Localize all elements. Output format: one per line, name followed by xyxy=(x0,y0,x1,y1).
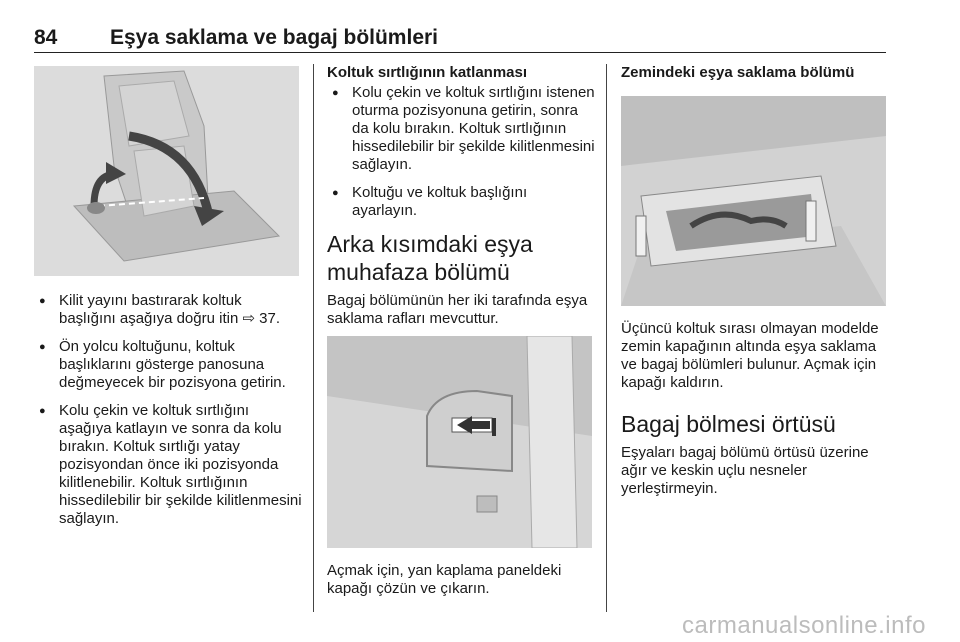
section-title: Bagaj bölmesi örtüsü xyxy=(621,411,836,437)
column-divider xyxy=(606,64,607,612)
sidebar-title: Zemindeki eşya saklama bölümü xyxy=(621,64,855,81)
subheading: Koltuk sırtlığının katlanması xyxy=(327,64,528,81)
page-number: 84 xyxy=(34,26,58,49)
figure-caption-block xyxy=(327,562,595,598)
column-3-text xyxy=(621,320,889,498)
instruction-list xyxy=(34,292,302,528)
column-divider xyxy=(313,64,314,612)
list-item: ● Kilit yayını bastırarak koltuk başlığını aşağıya doğru itin ⇨ 37. xyxy=(34,292,302,328)
section-paragraph: Üçüncü koltuk sırası olmayan modelde zemin kapağının altında eşya saklama ve bagaj bölümleri bulunur. Açmak için kapağı kaldırın. xyxy=(621,320,879,391)
list-item: ● Koltuğu ve koltuk başlığını ayarlayın. xyxy=(327,184,595,220)
side-storage-illustration xyxy=(327,336,592,548)
instruction-list xyxy=(327,84,595,220)
section-intro: Bagaj bölümünün her iki tarafında eşya saklama rafları mevcuttur. xyxy=(327,292,588,327)
seat-folding-illustration xyxy=(34,66,299,276)
section-title: Arka kısımdaki eşya muhafaza bölümü xyxy=(327,231,533,285)
list-item: ● Ön yolcu koltuğunu, koltuk başlıklarını gösterge panosuna değmeyecek bir pozisyona getirin. xyxy=(34,338,302,392)
column-2-text xyxy=(327,64,595,328)
section-paragraph: Eşyaları bagaj bölümü örtüsü üzerine ağır ve keskin uçlu nesneler yerleştirmeyin. xyxy=(621,444,869,497)
floor-storage-illustration xyxy=(621,96,886,306)
figure-caption: Açmak için, yan kaplama paneldeki kapağı çözün ve çıkarın. xyxy=(327,562,562,597)
list-item: ● Kolu çekin ve koltuk sırtlığını aşağıya katlayın ve sonra da kolu bırakın. Koltuk sırtlığı yatay pozisyondan önce iki pozisyonda kilitlenebilir. Koltuk sırtlığının hissedilebilir bir şekilde kilitlenmesini sağlayın. xyxy=(34,402,302,528)
watermark-text: carmanualsonline.info xyxy=(682,612,926,639)
page-title: Eşya saklama ve bagaj bölümleri xyxy=(110,26,439,49)
list-item: ● Kolu çekin ve koltuk sırtlığını istenen oturma pozisyonuna getirin, sonra da kolu bırakın. Koltuk sırtlığının hissedilebilir bir şekilde kilitlenmesini sağlayın. xyxy=(327,84,595,174)
page-header xyxy=(34,26,886,53)
column-1-text xyxy=(34,292,302,538)
column-3-heading xyxy=(621,64,889,82)
